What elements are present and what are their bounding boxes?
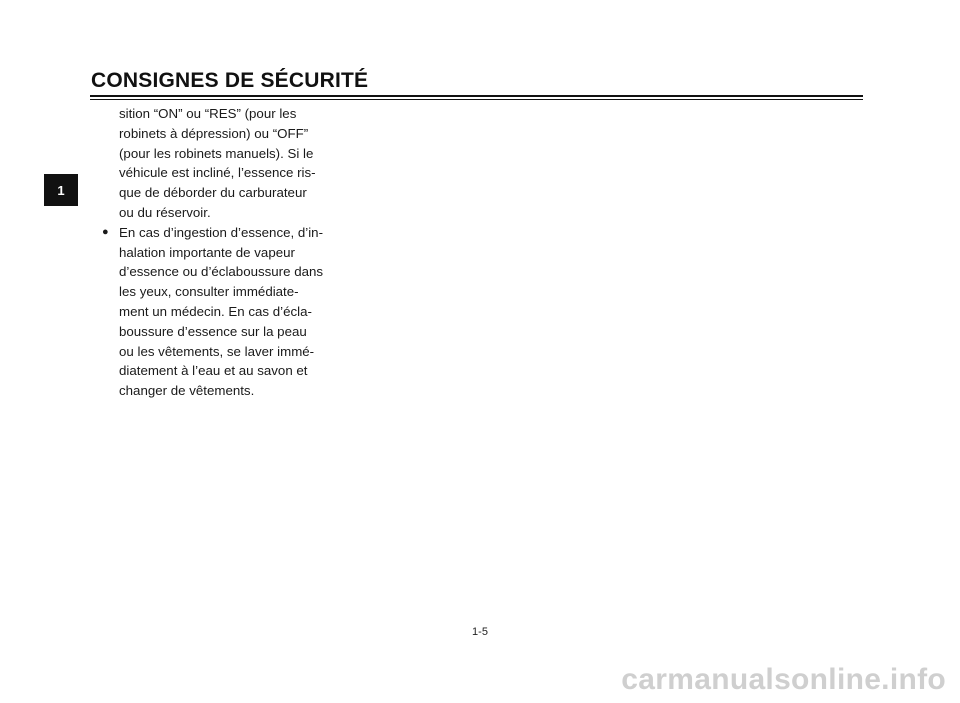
bullet-paragraph: En cas d’ingestion d’essence, d’in- halation importante de vapeur d’essence ou d’éclaboussure dans les yeux, consulter immédiate- ment un médecin. En cas d’écla- boussure d’essence sur la peau ou les vêtements, se laver immé- diatement à l’eau et au savon et changer de vêtements. [119,224,324,399]
bullet-icon: ● [102,225,109,238]
chapter-tab-label: 1 [57,182,65,198]
header-rule-thin [90,99,863,100]
text-column [102,104,336,401]
header-rule-thick [90,95,863,97]
watermark-text: carmanualsonline.info [621,663,946,696]
continuation-paragraph: sition “ON” ou “RES” (pour les robinets à dépression) ou “OFF” (pour les robinets manuels). Si le véhicule est incliné, l’essence ris- que de déborder du carburateur ou du réservoir. [119,106,316,220]
page-number: 1-5 [472,626,488,638]
page-title: CONSIGNES DE SÉCURITÉ [91,69,369,92]
chapter-tab [44,174,78,206]
bullet-item [102,223,336,401]
